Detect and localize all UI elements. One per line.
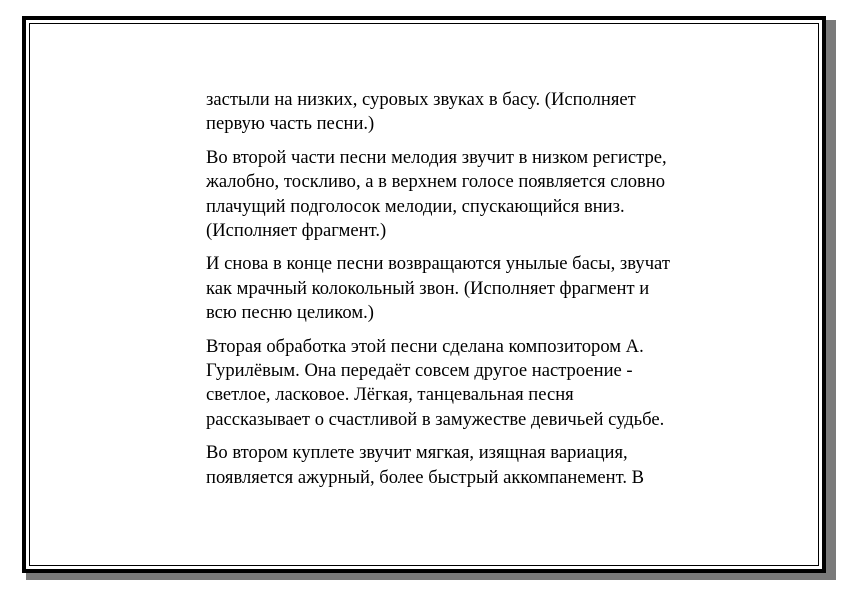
paragraph: Во второй части песни мелодия звучит в низком регистре, жалобно, тоскливо, а в верхнем голосе появляется словно плачущий подголосок мелодии, спускающийся вниз. (Исполняет фрагмент.) xyxy=(206,146,667,242)
paragraph: Вторая обработка этой песни сделана композитором А. Гурилёвым. Она передаёт совсем другое настроение - светлое, ласковое. Лёгкая, танцевальная песня рассказывает о счастливой в замужестве девичьей судьбе. xyxy=(206,335,665,430)
document-text xyxy=(206,88,716,499)
paragraph: застыли на низких, суровых звуках в басу. (Исполняет первую часть песни.) xyxy=(206,89,636,135)
paragraph: Во втором куплете звучит мягкая, изящная вариация, появляется ажурный, более быстрый аккомпанемент. В xyxy=(206,442,645,488)
paragraph: И снова в конце песни возвращаются унылые басы, звучат как мрачный колокольный звон. (Исполняет фрагмент и всю песню целиком.) xyxy=(206,253,670,324)
